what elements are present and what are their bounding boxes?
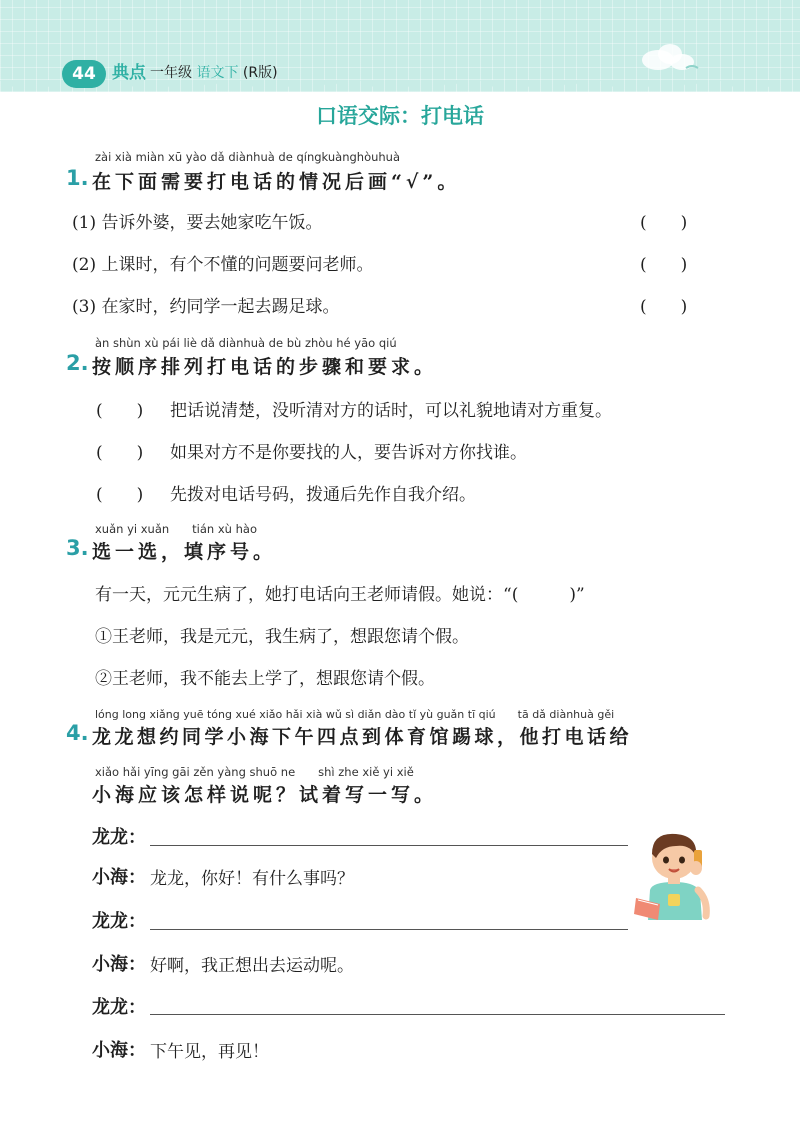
cloud-icon <box>630 38 710 78</box>
q4-pinyin-line1: lóng long xiǎng yuē tóng xué xiǎo hǎi xià wǔ sì diǎn dào tǐ yù guǎn tī qiú tā dǎ diànhuà gěi <box>95 708 615 721</box>
q2-pinyin: àn shùn xù pái liè dǎ diànhuà de bù zhòu hé yāo qiú <box>95 336 397 350</box>
q1-answer-3[interactable]: ( ) <box>640 297 688 317</box>
q2-item-2: 如果对方不是你要找的人，要告诉对方你找谁。 <box>170 443 527 463</box>
q4-pinyin-line2: xiǎo hǎi yīng gāi zěn yàng shuō ne shì zhe xiě yi xiě <box>95 765 414 779</box>
q1-answer-2[interactable]: ( ) <box>640 255 688 275</box>
q2-item-3: 先拨对电话号码，拨通后先作自我介绍。 <box>170 485 476 505</box>
q2-answer-3[interactable]: ( ) <box>96 485 144 505</box>
dialogue-speaker-xiaohai-1: 小海： <box>92 867 146 888</box>
q4-text-line2: 小海应该怎样说呢？试着写一写。 <box>92 784 438 806</box>
q2-item-1: 把话说清楚，没听清对方的话时，可以礼貌地请对方重复。 <box>170 401 612 421</box>
dialogue-speaker-xiaohai-3: 小海： <box>92 1040 146 1061</box>
q4-number: 4. <box>66 721 89 745</box>
q1-item-1: (1) 告诉外婆，要去她家吃午饭。 <box>72 213 323 233</box>
grade-label <box>150 62 278 84</box>
q3-text: 选一选，填序号。 <box>92 541 277 563</box>
brand-logo: 典点 <box>112 63 146 83</box>
q2-answer-2[interactable]: ( ) <box>96 443 144 463</box>
page-number-badge: 44 <box>62 60 106 88</box>
answer-line-3[interactable] <box>150 1014 725 1015</box>
grade-text: 一年级 <box>150 65 192 81</box>
q3-number: 3. <box>66 536 89 560</box>
q2-number: 2. <box>66 351 89 375</box>
q1-text: 在下面需要打电话的情况后画“√”。 <box>92 171 461 193</box>
q1-pinyin: zài xià miàn xū yào dǎ diànhuà de qíngkuànghòuhuà <box>95 150 401 164</box>
q2-text: 按顺序排列打电话的步骤和要求。 <box>92 356 438 378</box>
boy-on-phone-illustration <box>632 828 718 928</box>
edition-text: (R版) <box>242 65 278 81</box>
q1-answer-1[interactable]: ( ) <box>640 213 688 233</box>
q3-pinyin: xuǎn yi xuǎn tián xù hào <box>95 522 257 536</box>
q1-number: 1. <box>66 166 89 190</box>
q3-story: 有一天，元元生病了，她打电话向王老师请假。她说：“( )” <box>95 585 585 605</box>
dialogue-speaker-longlong-1: 龙龙： <box>92 827 146 848</box>
answer-line-1[interactable] <box>150 845 628 846</box>
q3-option-1[interactable]: ①王老师，我是元元，我生病了，想跟您请个假。 <box>95 627 469 647</box>
page-title: 口语交际：打电话 <box>316 104 484 128</box>
dialogue-line-xiaohai-1: 龙龙，你好！有什么事吗？ <box>150 869 354 889</box>
q1-item-3: (3) 在家时，约同学一起去踢足球。 <box>72 297 340 317</box>
subject-text: 语文下 <box>196 65 239 81</box>
dialogue-line-xiaohai-2: 好啊，我正想出去运动呢。 <box>150 956 354 976</box>
q1-item-2: (2) 上课时，有个不懂的问题要问老师。 <box>72 255 374 275</box>
q4-text-line1: 龙龙想约同学小海下午四点到体育馆踢球，他打电话给 <box>92 726 633 748</box>
dialogue-line-xiaohai-3: 下午见，再见！ <box>150 1042 269 1062</box>
dialogue-speaker-longlong-2: 龙龙： <box>92 911 146 932</box>
dialogue-speaker-longlong-3: 龙龙： <box>92 997 146 1018</box>
dialogue-speaker-xiaohai-2: 小海： <box>92 954 146 975</box>
q2-answer-1[interactable]: ( ) <box>96 401 144 421</box>
q3-option-2[interactable]: ②王老师，我不能去上学了，想跟您请个假。 <box>95 669 435 689</box>
answer-line-2[interactable] <box>150 929 628 930</box>
